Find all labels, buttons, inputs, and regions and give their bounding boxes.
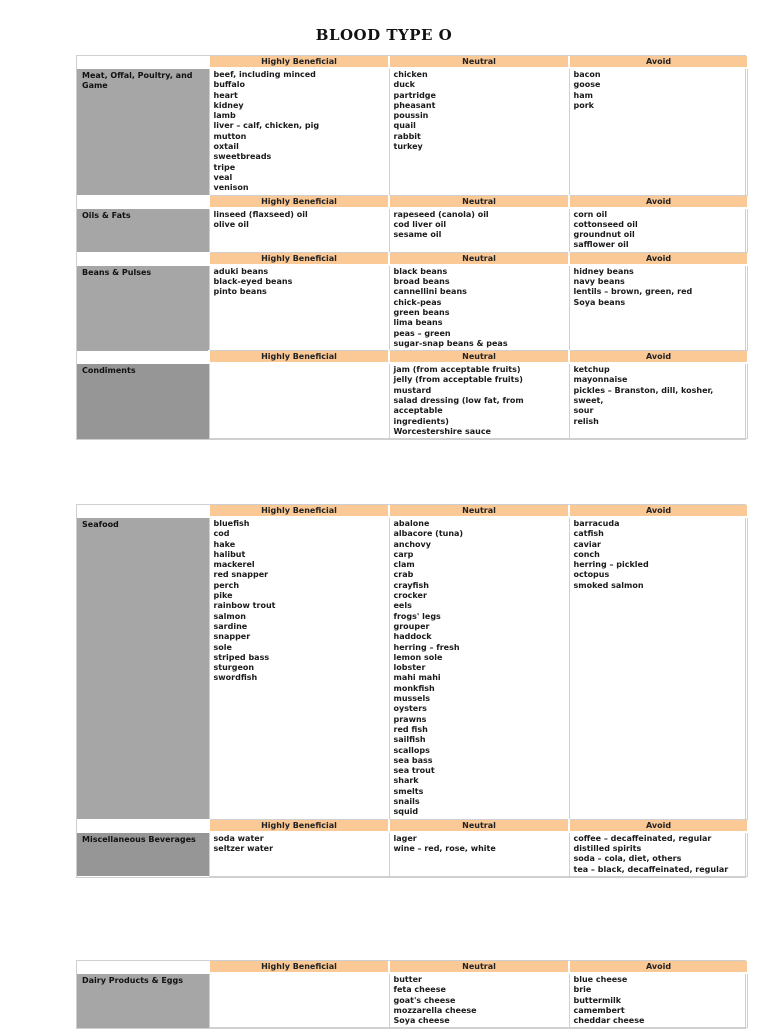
food-item: lima beans [393, 318, 443, 328]
food-item: sole [213, 642, 232, 652]
food-item: conch [573, 549, 600, 559]
food-table [77, 505, 748, 877]
food-item: striped bass [213, 652, 270, 662]
category-label: Meat, Offal, Poultry, and Game [77, 68, 209, 195]
section-row-seafood [77, 517, 747, 819]
food-item: duck [393, 80, 415, 90]
food-item: crocker [393, 591, 427, 601]
header-highly-beneficial: Highly Beneficial [209, 195, 389, 208]
category-label: Condiments [77, 363, 209, 439]
food-item: lentils – brown, green, red [573, 287, 693, 297]
food-item: jam (from acceptable fruits) [393, 365, 521, 375]
food-item: sour [573, 406, 594, 416]
food-item: salad dressing (low fat, from acceptable [393, 396, 524, 416]
header-row [77, 351, 747, 364]
food-item: aduki beans [213, 266, 269, 276]
food-item: groundnut oil [573, 230, 635, 240]
category-label: Beans & Pulses [77, 265, 209, 351]
food-item: feta cheese [393, 985, 446, 995]
beneficial-cell [209, 68, 389, 195]
food-item: mahi mahi [393, 673, 441, 683]
food-item: coffee – decaffeinated, regular [573, 833, 712, 843]
neutral-food-list [394, 519, 565, 818]
section-row-oils-and-fats [77, 208, 747, 253]
food-item: buttermilk [573, 995, 622, 1005]
food-item: rabbit [393, 131, 421, 141]
category-label: Seafood [77, 517, 209, 819]
food-item: pinto beans [213, 287, 267, 297]
food-item: turkey [393, 142, 423, 152]
header-blank-cell [77, 505, 209, 517]
food-item: lamb [213, 111, 236, 121]
food-item: soda water [213, 833, 264, 843]
food-item: crayfish [393, 580, 429, 590]
avoid-cell [569, 832, 747, 877]
food-table-group-3 [76, 960, 746, 1029]
avoid-cell [569, 363, 747, 439]
food-item: herring – pickled [573, 560, 649, 570]
food-item: sesame oil [393, 230, 442, 240]
food-item: liver – calf, chicken, pig [213, 121, 320, 131]
food-item: lemon sole [393, 652, 443, 662]
header-blank-cell [77, 819, 209, 832]
food-item: red fish [393, 724, 428, 734]
food-item: soda – cola, diet, others [573, 854, 682, 864]
header-highly-beneficial: Highly Beneficial [209, 961, 389, 973]
food-table [77, 56, 748, 439]
header-row [77, 195, 747, 208]
header-blank-cell [77, 252, 209, 265]
neutral-cell [389, 265, 569, 351]
food-item: relish [573, 416, 599, 426]
food-item: lager [393, 833, 417, 843]
food-item: perch [213, 580, 240, 590]
header-neutral: Neutral [389, 351, 569, 364]
header-highly-beneficial: Highly Beneficial [209, 819, 389, 832]
section-row-miscellaneous-beverages [77, 832, 747, 877]
food-item: mozzarella cheese [393, 1005, 477, 1015]
food-item: oxtail [213, 142, 239, 152]
food-item: anchovy [393, 539, 431, 549]
food-item: monkfish [393, 683, 435, 693]
food-item: salmon [213, 611, 246, 621]
food-item: brie [573, 985, 592, 995]
food-item: chicken [393, 70, 428, 79]
food-item: broad beans [393, 277, 450, 287]
food-item: kidney [213, 100, 244, 110]
category-label: Miscellaneous Beverages [77, 832, 209, 877]
header-avoid: Avoid [569, 195, 747, 208]
section-row-condiments [77, 363, 747, 439]
food-item: mussels [393, 694, 430, 704]
header-avoid: Avoid [569, 505, 747, 517]
food-item: carp [393, 549, 414, 559]
neutral-food-list [394, 70, 565, 152]
food-item: distilled spirits [573, 843, 642, 853]
food-item: frogs' legs [393, 611, 441, 621]
food-item: squid [393, 807, 419, 817]
food-item: cheddar cheese [573, 1016, 645, 1026]
food-item: venison [213, 183, 249, 193]
food-item: Soya cheese [393, 1016, 450, 1026]
header-highly-beneficial: Highly Beneficial [209, 505, 389, 517]
avoid-cell [569, 265, 747, 351]
header-avoid: Avoid [569, 252, 747, 265]
food-item: jelly (from acceptable fruits) [393, 375, 523, 385]
beneficial-cell [209, 973, 389, 1028]
beneficial-food-list [214, 210, 385, 231]
food-item: catfish [573, 529, 604, 539]
avoid-cell [569, 208, 747, 253]
header-row [77, 56, 747, 68]
avoid-food-list [574, 365, 743, 427]
food-item: mutton [213, 131, 247, 141]
food-item: tea – black, decaffeinated, regular [573, 864, 729, 874]
food-item: pickles – Branston, dill, kosher, sweet, [573, 385, 714, 406]
header-row [77, 505, 747, 517]
avoid-food-list [574, 210, 743, 251]
header-blank-cell [77, 351, 209, 364]
food-item: ham [573, 90, 593, 100]
avoid-food-list [574, 267, 743, 308]
beneficial-food-list [214, 834, 385, 855]
neutral-food-list [394, 975, 565, 1026]
neutral-cell [389, 68, 569, 195]
beneficial-cell [209, 208, 389, 253]
header-avoid: Avoid [569, 819, 747, 832]
food-item: herring – fresh [393, 642, 460, 652]
avoid-food-list [574, 975, 743, 1026]
food-item: ingredients) [393, 416, 449, 426]
food-item: octopus [573, 570, 610, 580]
food-item: olive oil [213, 219, 249, 229]
avoid-food-list [574, 519, 743, 591]
neutral-food-list [394, 365, 565, 437]
food-item: sugar-snap beans & peas [393, 338, 508, 348]
header-row [77, 819, 747, 832]
food-item: cannellini beans [393, 287, 467, 297]
food-item: oysters [393, 704, 427, 714]
food-item: cod liver oil [393, 219, 447, 229]
food-item: hake [213, 539, 236, 549]
header-neutral: Neutral [389, 961, 569, 973]
category-label: Oils & Fats [77, 208, 209, 253]
food-item: bluefish [213, 519, 250, 528]
food-item: smelts [393, 786, 424, 796]
beneficial-cell [209, 363, 389, 439]
food-item: cottonseed oil [573, 219, 638, 229]
neutral-cell [389, 973, 569, 1028]
beneficial-food-list [214, 267, 385, 298]
food-item: scallops [393, 745, 430, 755]
food-item: abalone [393, 519, 430, 528]
food-item: smoked salmon [573, 580, 644, 590]
food-item: grouper [393, 621, 430, 631]
food-item: wine – red, rose, white [393, 843, 496, 853]
food-item: corn oil [573, 209, 608, 219]
avoid-food-list [574, 70, 743, 111]
food-item: sweetbreads [213, 152, 272, 162]
food-item: haddock [393, 632, 432, 642]
food-item: cod [213, 529, 230, 539]
food-item: mustard [393, 385, 432, 395]
food-item: tripe [213, 162, 236, 172]
food-item: quail [393, 121, 416, 131]
neutral-cell [389, 517, 569, 819]
food-item: buffalo [213, 80, 246, 90]
food-item: barracuda [573, 519, 620, 528]
header-avoid: Avoid [569, 56, 747, 68]
food-item: albacore (tuna) [393, 529, 464, 539]
food-item: prawns [393, 714, 427, 724]
food-item: sea bass [393, 755, 433, 765]
food-item: snapper [213, 632, 251, 642]
food-item: navy beans [573, 277, 625, 287]
food-item: clam [393, 560, 415, 570]
header-neutral: Neutral [389, 505, 569, 517]
header-avoid: Avoid [569, 351, 747, 364]
section-row-beans-and-pulses [77, 265, 747, 351]
header-neutral: Neutral [389, 56, 569, 68]
food-item: sardine [213, 621, 248, 631]
header-blank-cell [77, 56, 209, 68]
food-item: eels [393, 601, 412, 611]
food-item: snails [393, 797, 420, 807]
header-neutral: Neutral [389, 195, 569, 208]
neutral-food-list [394, 834, 565, 855]
neutral-cell [389, 208, 569, 253]
section-row-meat-offal-poultry-and-game [77, 68, 747, 195]
category-label: Dairy Products & Eggs [77, 973, 209, 1028]
header-neutral: Neutral [389, 819, 569, 832]
neutral-food-list [394, 210, 565, 241]
food-item: rapeseed (canola) oil [393, 209, 489, 219]
header-highly-beneficial: Highly Beneficial [209, 56, 389, 68]
food-item: linseed (flaxseed) oil [213, 209, 308, 219]
section-row-dairy-products-and-eggs [77, 973, 747, 1028]
food-table [77, 961, 748, 1028]
food-item: lobster [393, 663, 426, 673]
food-item: mackerel [213, 560, 255, 570]
food-item: goose [573, 80, 601, 90]
header-highly-beneficial: Highly Beneficial [209, 351, 389, 364]
food-item: beef, including minced [213, 70, 316, 79]
food-item: pork [573, 100, 594, 110]
avoid-cell [569, 973, 747, 1028]
beneficial-cell [209, 517, 389, 819]
header-row [77, 961, 747, 973]
header-row [77, 252, 747, 265]
neutral-food-list [394, 267, 565, 349]
food-item: halibut [213, 549, 246, 559]
beneficial-food-list [214, 70, 385, 194]
food-item: bacon [573, 70, 601, 79]
food-item: veal [213, 172, 233, 182]
food-item: pike [213, 591, 233, 601]
neutral-cell [389, 832, 569, 877]
food-item: blue cheese [573, 975, 628, 984]
food-item: shark [393, 776, 419, 786]
food-item: butter [393, 975, 422, 984]
food-item: rainbow trout [213, 601, 276, 611]
food-item: sturgeon [213, 663, 255, 673]
food-item: poussin [393, 111, 429, 121]
food-item: caviar [573, 539, 601, 549]
food-item: Worcestershire sauce [393, 426, 491, 436]
food-item: heart [213, 90, 238, 100]
food-item: mayonnaise [573, 375, 628, 385]
food-item: Soya beans [573, 297, 626, 307]
header-highly-beneficial: Highly Beneficial [209, 252, 389, 265]
neutral-cell [389, 363, 569, 439]
beneficial-cell [209, 265, 389, 351]
food-item: pheasant [393, 100, 436, 110]
food-item: green beans [393, 307, 450, 317]
avoid-cell [569, 68, 747, 195]
food-item: hidney beans [573, 266, 634, 276]
food-item: crab [393, 570, 414, 580]
food-item: black-eyed beans [213, 277, 293, 287]
food-item: swordfish [213, 673, 258, 683]
food-table-group-1 [76, 55, 746, 440]
food-item: goat's cheese [393, 995, 456, 1005]
food-item: sea trout [393, 766, 435, 776]
food-item: camembert [573, 1005, 625, 1015]
food-item: partridge [393, 90, 436, 100]
food-item: ketchup [573, 365, 610, 375]
food-item: peas – green [393, 328, 451, 338]
food-item: black beans [393, 266, 448, 276]
header-neutral: Neutral [389, 252, 569, 265]
header-blank-cell [77, 195, 209, 208]
food-item: seltzer water [213, 843, 274, 853]
avoid-food-list [574, 834, 743, 875]
beneficial-food-list [214, 519, 385, 684]
food-item: red snapper [213, 570, 269, 580]
avoid-cell [569, 517, 747, 819]
page-title: BLOOD TYPE O [315, 26, 453, 44]
food-item: safflower oil [573, 240, 629, 250]
header-blank-cell [77, 961, 209, 973]
food-item: chick-peas [393, 297, 442, 307]
food-item: sailfish [393, 735, 426, 745]
food-table-group-2 [76, 504, 746, 878]
header-avoid: Avoid [569, 961, 747, 973]
beneficial-cell [209, 832, 389, 877]
